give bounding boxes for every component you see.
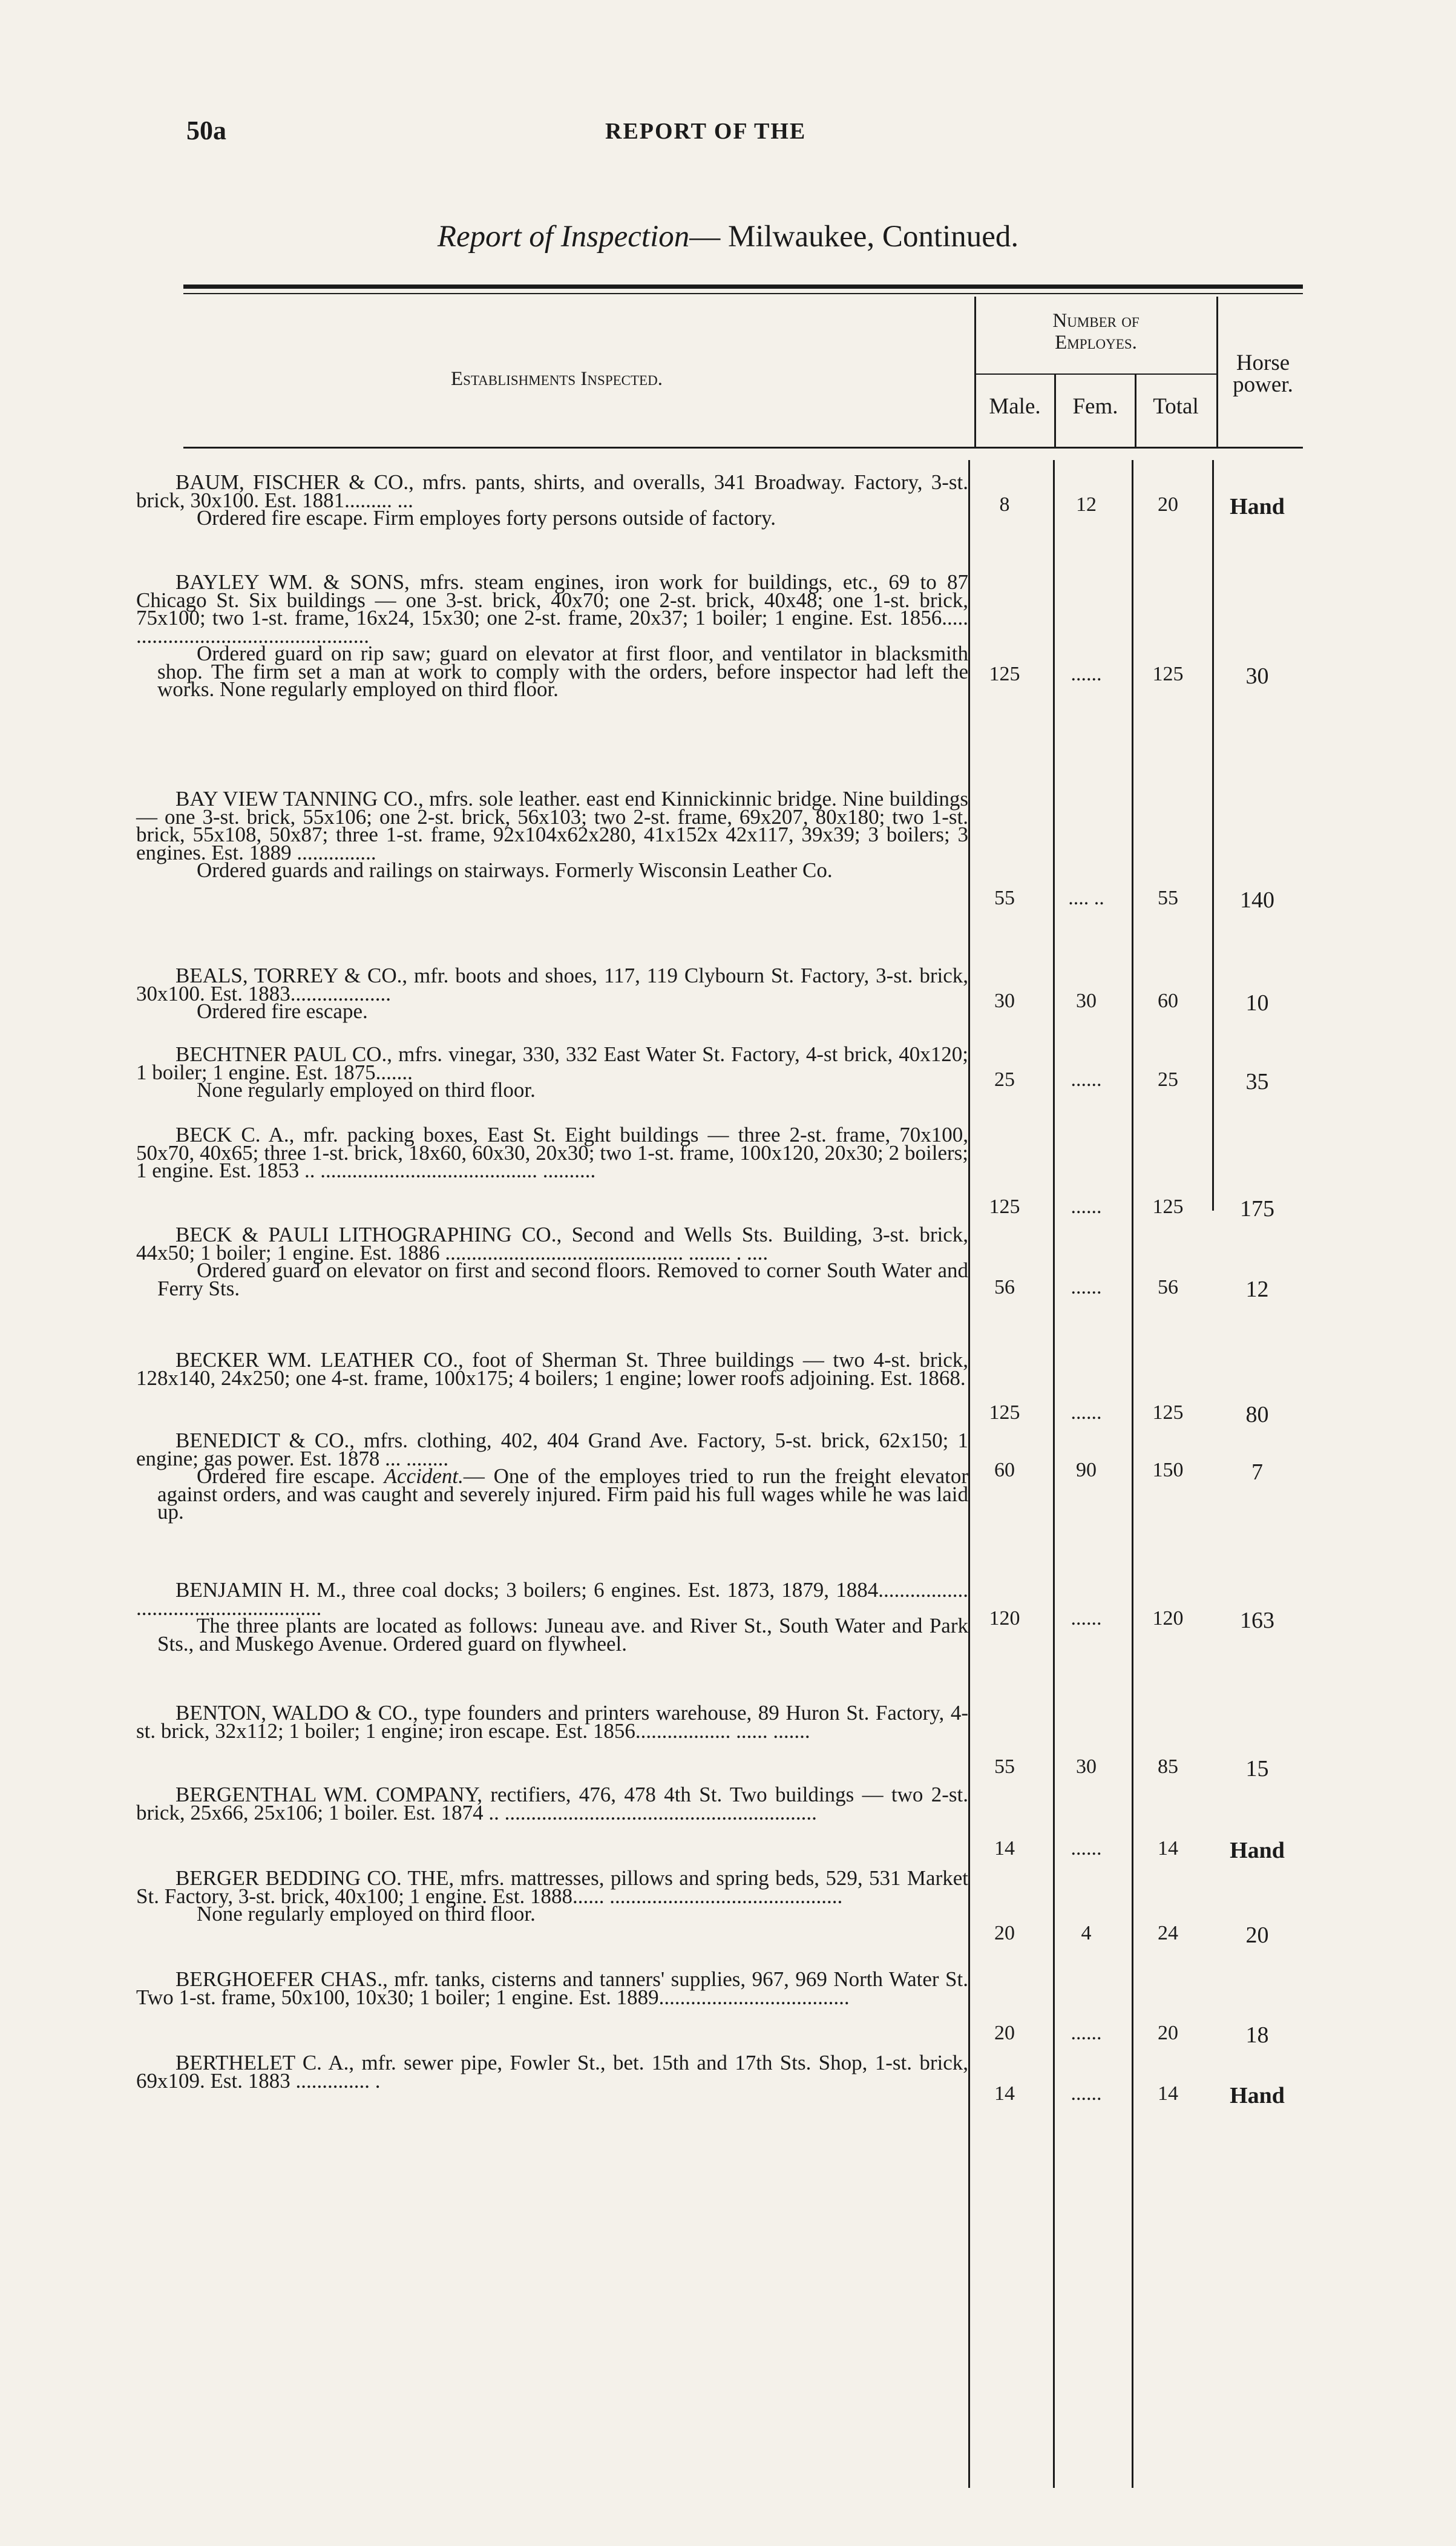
male-count: 20: [994, 1922, 1015, 1944]
entry-note: None regularly employed on third floor.: [197, 1078, 536, 1102]
fem-count: 30: [1076, 990, 1097, 1012]
fem-count: .... ..: [1068, 887, 1104, 909]
total-count: 20: [1158, 493, 1178, 516]
male-count: 55: [994, 887, 1015, 909]
fem-count: 12: [1076, 493, 1097, 516]
horse-power: 10: [1245, 990, 1269, 1016]
horse-power: 140: [1240, 887, 1274, 913]
male-count: 8: [999, 493, 1010, 516]
entry-text: BERGHOEFER CHAS., mfr. tanks, cisterns and tanners' supplies, 967, 969 North Water St. Two 1-st. frame, 50x100, 10x30; 1 boiler; 1 engine. Est. 1889....................................: [136, 1967, 968, 2009]
horse-power: 163: [1240, 1608, 1274, 1633]
fem-count: ......: [1071, 1276, 1102, 1298]
male-count: 125: [989, 1401, 1020, 1424]
horse-power: 12: [1245, 1277, 1269, 1302]
male-count: 30: [994, 990, 1015, 1012]
total-count: 120: [1152, 1607, 1184, 1630]
horse-power: 35: [1245, 1069, 1269, 1094]
entry-note: The three plants are located as follows: Juneau ave. and River St., South Water and Park Sts., and Muskego Avenue. Ordered guard on flywheel.: [157, 1614, 968, 1656]
horse-power: 175: [1240, 1196, 1274, 1222]
entry-note: Ordered guard on rip saw; guard on elevator at first floor, and ventilator in blacksmith shop. The firm set a man at work to comply with the orders, before inspector had left the works. None regularly employed on third floor.: [157, 642, 968, 701]
entry-text: BENEDICT & CO., mfrs. clothing, 402, 404 Grand Ave. Factory, 5-st. brick, 62x150; 1 engine; gas power. Est. 1878 ... ........: [136, 1429, 968, 1470]
male-count: 14: [994, 1837, 1015, 1860]
page-number: 50a: [186, 116, 226, 145]
entry-berger: [136, 1866, 968, 1926]
male-count: 125: [989, 663, 1020, 685]
male-count: 60: [994, 1459, 1015, 1481]
entry-benton: [136, 1701, 968, 1743]
total-count: 125: [1152, 1196, 1184, 1218]
body-divider-total-horse: [1212, 460, 1214, 1211]
entry-becker: [136, 1348, 968, 1390]
page-title: [0, 219, 1456, 254]
total-count: 125: [1152, 1401, 1184, 1424]
header-employes: Employes.: [1055, 332, 1137, 354]
entry-bechtner: [136, 1042, 968, 1102]
fem-count: ......: [1071, 1068, 1102, 1091]
entry-text: BECK & PAULI LITHOGRAPHING CO., Second and Wells Sts. Building, 3-st. brick, 44x50; 1 boiler; 1 engine. Est. 1886 ............................................. ........ . ....: [136, 1223, 968, 1265]
entry-note: Ordered fire escape.: [197, 999, 368, 1023]
entry-berthelet: [136, 2051, 968, 2093]
total-count: 60: [1158, 990, 1178, 1012]
entry-text: BECHTNER PAUL CO., mfrs. vinegar, 330, 332 East Water St. Factory, 4-st brick, 40x120; 1 boiler; 1 engine. Est. 1875.......: [136, 1042, 968, 1084]
entry-note: Ordered fire escape. Firm employes forty persons outside of factory.: [197, 506, 776, 530]
total-count: 85: [1158, 1755, 1178, 1778]
male-count: 55: [994, 1755, 1015, 1778]
male-count: 25: [994, 1068, 1015, 1091]
header-fem: Fem.: [1072, 394, 1118, 419]
male-count: 125: [989, 1196, 1020, 1218]
entry-bay-view: [136, 787, 968, 882]
entry-text: BERGER BEDDING CO. THE, mfrs. mattresses, pillows and spring beds, 529, 531 Market St. Factory, 3-st. brick, 40x100; 1 engine. Est. 1888...... ............................................: [136, 1866, 968, 1908]
entry-text: BAY VIEW TANNING CO., mfrs. sole leather. east end Kinnickinnic bridge. Nine buildings — one 3-st. brick, 55x106; one 2-st. brick, 56x103; two 2-st. frame, 69x207, 80x180; two 1-st. brick, 55x108, 50x87; three 1-st. frame, 92x104x62x280, 41x152x 42x117, 39x39; 3 boilers; 3 engines. Est. 1889 ...............: [136, 787, 968, 864]
horse-power: 30: [1245, 663, 1269, 689]
male-count: 14: [994, 2082, 1015, 2105]
horse-power: Hand: [1230, 1838, 1285, 1863]
horse-power: Hand: [1230, 494, 1285, 519]
total-count: 14: [1158, 2082, 1178, 2105]
entry-text: BECK C. A., mfr. packing boxes, East St. Eight buildings — three 2-st. frame, 70x100, 50x70, 40x65; three 1-st. brick, 18x60, 60x30, 20x30; two 1-st. frame, 100x120, 20x30; 2 boilers; 1 engine. Est. 1853 .. ......................................... ..........: [136, 1123, 968, 1182]
entry-benjamin: [136, 1578, 968, 1656]
male-count: 120: [989, 1607, 1020, 1630]
entry-text: BENJAMIN H. M., three coal docks; 3 boilers; 6 engines. Est. 1873, 1879, 1884................. ...................................: [136, 1578, 968, 1620]
header-horse: Horse: [1236, 350, 1290, 375]
horse-power: 7: [1251, 1459, 1263, 1485]
horse-power: 80: [1245, 1402, 1269, 1427]
entry-text: BEALS, TORREY & CO., mfr. boots and shoes, 117, 119 Clybourn St. Factory, 3-st. brick, 30x100. Est. 1883...................: [136, 964, 968, 1005]
header-establishments: Establishments Inspected.: [451, 368, 663, 390]
fem-count: 30: [1076, 1755, 1097, 1778]
male-count: 20: [994, 2022, 1015, 2044]
entry-benedict: [136, 1429, 969, 1524]
horse-power: 18: [1245, 2022, 1269, 2048]
entry-note: None regularly employed on third floor.: [197, 1902, 536, 1926]
header-bottom-rule: [183, 447, 1303, 449]
title-rest: — Milwaukee, Continued.: [689, 220, 1019, 254]
entry-text: BECKER WM. LEATHER CO., foot of Sherman St. Three buildings — two 4-st. brick, 128x140, 24x250; one 4-st. frame, 100x175; 4 boilers; 1 engine; lower roofs adjoining. Est. 1868.: [136, 1348, 968, 1390]
entry-baum: [136, 470, 968, 530]
entry-bergenthal: [136, 1783, 968, 1824]
entry-text: BENTON, WALDO & CO., type founders and printers warehouse, 89 Huron St. Factory, 4-st. brick, 32x112; 1 boiler; 1 engine; iron escape. Est. 1856.................. ...... .......: [136, 1701, 968, 1743]
note-accident: Accident.: [384, 1464, 464, 1488]
entry-text: BERGENTHAL WM. COMPANY, rectifiers, 476, 478 4th St. Two buildings — two 2-st. brick, 25x66, 25x106; 1 boiler. Est. 1874 .. ...........................................................: [136, 1783, 968, 1824]
horse-power: Hand: [1230, 2083, 1285, 2108]
total-count: 125: [1152, 663, 1184, 685]
header-power: power.: [1233, 372, 1293, 397]
horse-power: 15: [1245, 1756, 1269, 1781]
running-head: REPORT OF THE: [605, 119, 807, 144]
male-count: 56: [994, 1276, 1015, 1298]
header-employes-underline: [976, 373, 1216, 375]
fem-count: ......: [1071, 2082, 1102, 2105]
top-rule-thin: [183, 293, 1303, 294]
total-count: 14: [1158, 1837, 1178, 1860]
total-count: 24: [1158, 1922, 1178, 1944]
fem-count: ......: [1071, 1837, 1102, 1860]
entry-note: [136, 1464, 969, 1524]
entry-text: BERTHELET C. A., mfr. sewer pipe, Fowler St., bet. 15th and 17th Sts. Shop, 1-st. brick, 69x109. Est. 1883 .............. .: [136, 2051, 968, 2093]
total-count: 56: [1158, 1276, 1178, 1298]
entry-beck-pauli: [136, 1223, 968, 1300]
fem-count: ......: [1071, 1196, 1102, 1218]
header-male: Male.: [989, 394, 1041, 419]
entry-beck-ca: [136, 1123, 968, 1182]
entry-bayley: [136, 570, 968, 701]
header-total: Total: [1153, 394, 1199, 419]
title-italic: Report of Inspection: [437, 220, 690, 254]
entry-note: Ordered guard on elevator on first and second floors. Removed to corner South Water and Ferry Sts.: [157, 1258, 968, 1300]
fem-count: ......: [1071, 663, 1102, 685]
entry-text: BAUM, FISCHER & CO., mfrs. pants, shirts, and overalls, 341 Broadway. Factory, 3-st. brick, 30x100. Est. 1881......... ...: [136, 470, 968, 512]
entry-text: BAYLEY WM. & SONS, mfrs. steam engines, iron work for buildings, etc., 69 to 87 Chicago St. Six buildings — one 3-st. brick, 40x70; one 2-st. brick, 40x48; one 1-st. brick, 75x100; two 1-st. frame, 16x24, 15x30; one 2-st. frame, 20x37; 1 boiler; 1 engine. Est. 1856..... ............................................: [136, 570, 968, 648]
total-count: 150: [1152, 1459, 1184, 1481]
fem-count: ......: [1071, 2022, 1102, 2044]
header-number-of: Number of: [1052, 310, 1140, 332]
total-count: 55: [1158, 887, 1178, 909]
top-rule-thick: [183, 285, 1303, 289]
fem-count: 4: [1081, 1922, 1092, 1944]
fem-count: 90: [1076, 1459, 1097, 1481]
total-count: 25: [1158, 1068, 1178, 1091]
fem-count: ......: [1071, 1607, 1102, 1630]
total-count: 20: [1158, 2022, 1178, 2044]
horse-power: 20: [1245, 1923, 1269, 1948]
note-rest: — One of the employes tried to run the freight elevator against orders, and was caught and severely injured. Firm paid his full wages while he was laid up.: [157, 1464, 969, 1524]
note-before: Ordered fire escape.: [197, 1464, 375, 1488]
entry-beals: [136, 964, 968, 1023]
entry-berghoefer: [136, 1967, 968, 2009]
entry-note: Ordered guards and railings on stairways. Formerly Wisconsin Leather Co.: [197, 858, 833, 882]
fem-count: ......: [1071, 1401, 1102, 1424]
